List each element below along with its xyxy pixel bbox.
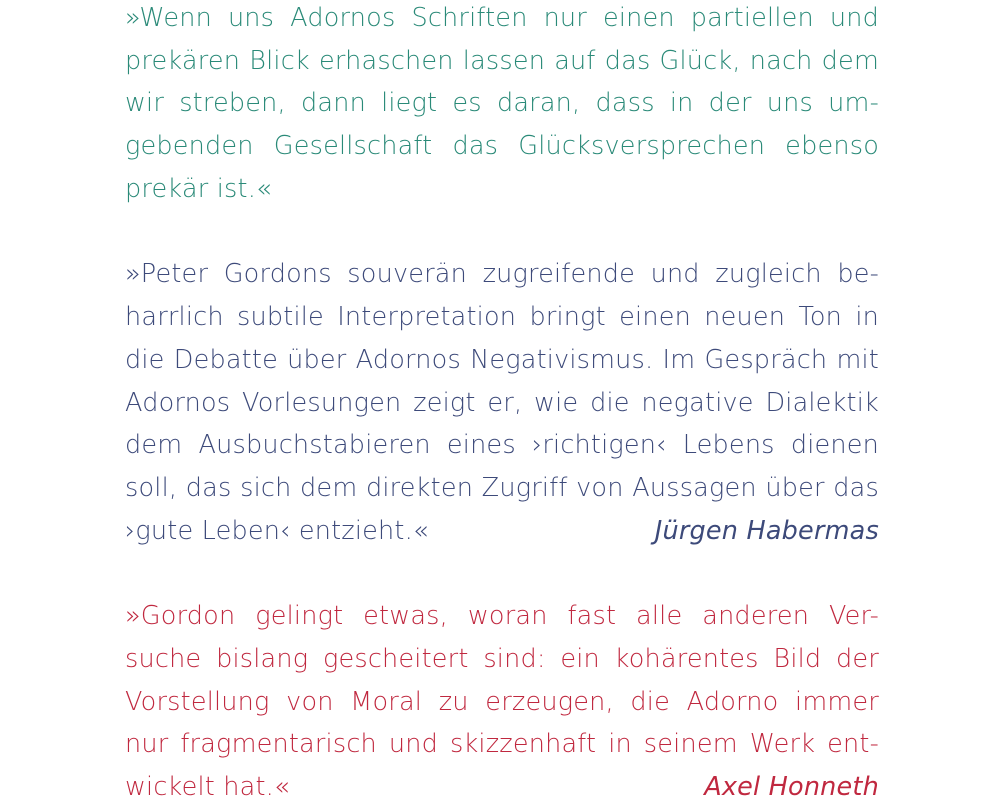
- quote-line: »Gordon gelingt etwas, woran fast alle anderen Ver-: [125, 601, 879, 632]
- quote-final-line: [125, 766, 879, 809]
- quote-line: gebenden Gesellschaft das Glücksversprechen ebenso: [125, 131, 879, 162]
- quote-line: nur fragmentarisch und skizzenhaft in seinem Werk ent-: [125, 729, 879, 760]
- quote-line: ›gute Leben‹ entzieht.«: [125, 515, 429, 546]
- quote-line: »Peter Gordons souverän zugreifende und zugleich be-: [125, 259, 879, 290]
- quote-line: prekär ist.«: [125, 173, 272, 204]
- quote-line: wickelt hat.«: [125, 772, 290, 802]
- quote-line: wir streben, dann liegt es daran, dass in der uns um-: [125, 88, 879, 119]
- quote-line: harrlich subtile Interpretation bringt einen neuen Ton in: [125, 302, 879, 333]
- quote-line: prekären Blick erhaschen lassen auf das Glück, nach dem: [125, 45, 879, 76]
- quote-line: dem Ausbuchstabieren eines ›richtigen‹ Lebens dienen: [125, 430, 879, 461]
- quote-page: [125, 0, 879, 809]
- quote-block-1: [125, 0, 879, 210]
- quote-line: »Wenn uns Adornos Schriften nur einen partiellen und: [125, 3, 879, 33]
- quote-line: soll, das sich dem direkten Zugriff von Aussagen über das: [125, 472, 879, 503]
- quote-block-2: [125, 253, 879, 552]
- quote-line: suche bislang gescheitert sind: ein kohärentes Bild der: [125, 643, 879, 674]
- quote-block-3: [125, 595, 879, 808]
- quote-author: Axel Honneth: [704, 772, 879, 802]
- quote-author: Jürgen Habermas: [654, 515, 879, 546]
- quote-line: Vorstellung von Moral zu erzeugen, die Adorno immer: [125, 686, 879, 717]
- quote-line: Adornos Vorlesungen zeigt er, wie die negative Dialektik: [125, 387, 879, 418]
- quote-line: die Debatte über Adornos Negativismus. Im Gespräch mit: [125, 344, 879, 375]
- quote-final-line: [125, 510, 879, 553]
